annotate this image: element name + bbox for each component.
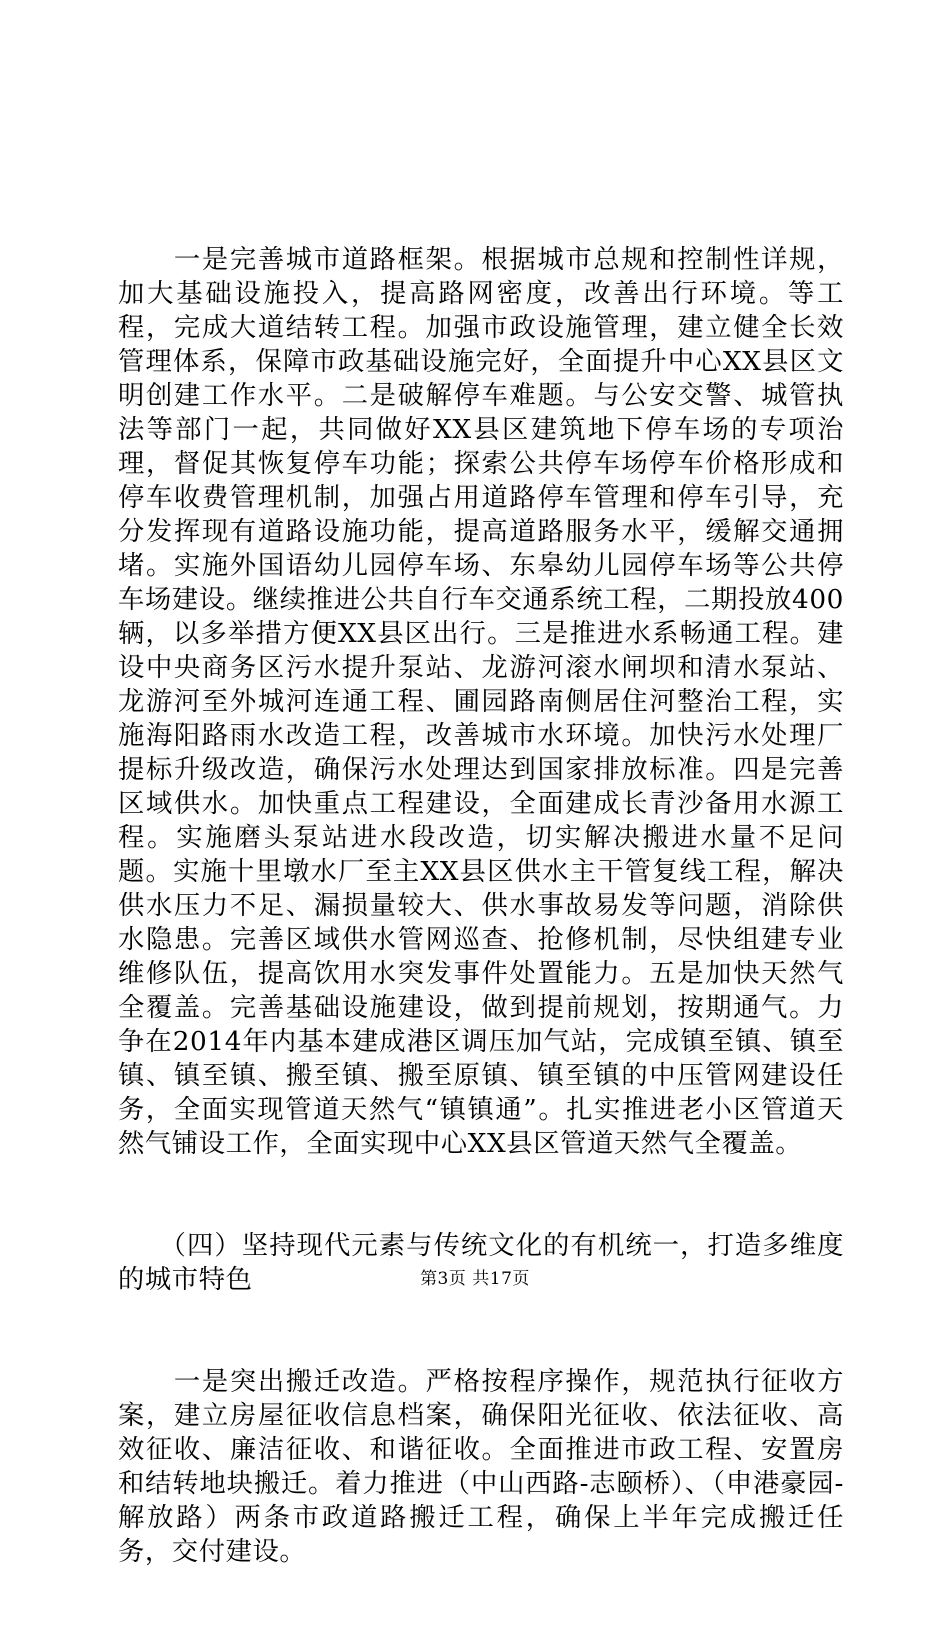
paragraph-urban-infrastructure: 一是完善城市道路框架。根据城市总规和控制性详规，加大基础设施投入，提高路网密度，改善出行环境。等工程，完成大道结转工程。加强市政设施管理，建立健全长效管理体系，保障市政基础设施完好，全面提升中心XX县区文明创建工作水平。二是破解停车难题。与公安交警、城管执法等部门一起，共同做好XX县区建筑地下停车场的专项治理，督促其恢复停车功能；探索公共停车场停车价格形成和停车收费管理机制，加强占用道路停车管理和停车引导，充分发挥现有道路设施功能，提高道路服务水平，缓解交通拥堵。实施外国语幼儿园停车场、东皋幼儿园停车场等公共停车场建设。继续推进公共自行车交通系统工程，二期投放400辆，以多举措方便XX县区出行。三是推进水系畅通工程。建设中央商务区污水提升泵站、龙游河滚水闸坝和清水泵站、龙游河至外城河连通工程、圃园路南侧居住河整治工程，实施海阳路雨水改造工程，改善城市水环境。加快污水处理厂提标升级改造，确保污水处理达到国家排放标准。四是完善区域供水。加快重点工程建设，全面建成长青沙备用水源工程。实施磨头泵站进水段改造，切实解决搬进水量不足问题。实施十里墩水厂至主XX县区供水主干管复线工程，解决供水压力不足、漏损量较大、供水事故易发等问题，消除供水隐患。完善区域供水管网巡查、抢修机制，尽快组建专业维修队伍，提高饮用水突发事件处置能力。五是加快天然气全覆盖。完善基础设施建设，做到提前规划，按期通气。力争在2014年内基本建成港区调压加气站，完成镇至镇、镇至镇、镇至镇、搬至镇、搬至原镇、镇至镇的中压管网建设任务，全面实现管道天然气“镇镇通”。扎实推进老小区管道天然气铺设工作，全面实现中心XX县区管道天然气全覆盖。 (118, 245, 844, 1159)
page-number-footer: 第3页 共17页 (420, 1269, 530, 1289)
document-body (118, 175, 844, 1637)
section-heading-4: （四）坚持现代元素与传统文化的有机统一，打造多维度的城市特色 (118, 1231, 844, 1295)
paragraph-relocation: 一是突出搬迁改造。严格按程序操作，规范执行征收方案，建立房屋征收信息档案，确保阳光征收、依法征收、高效征收、廉洁征收、和谐征收。全面推进市政工程、安置房和结转地块搬迁。着力推进（中山西路-志颐桥）、（申港豪园-解放路）两条市政道路搬迁工程，确保上半年完成搬迁任务，交付建设。 (118, 1367, 844, 1567)
